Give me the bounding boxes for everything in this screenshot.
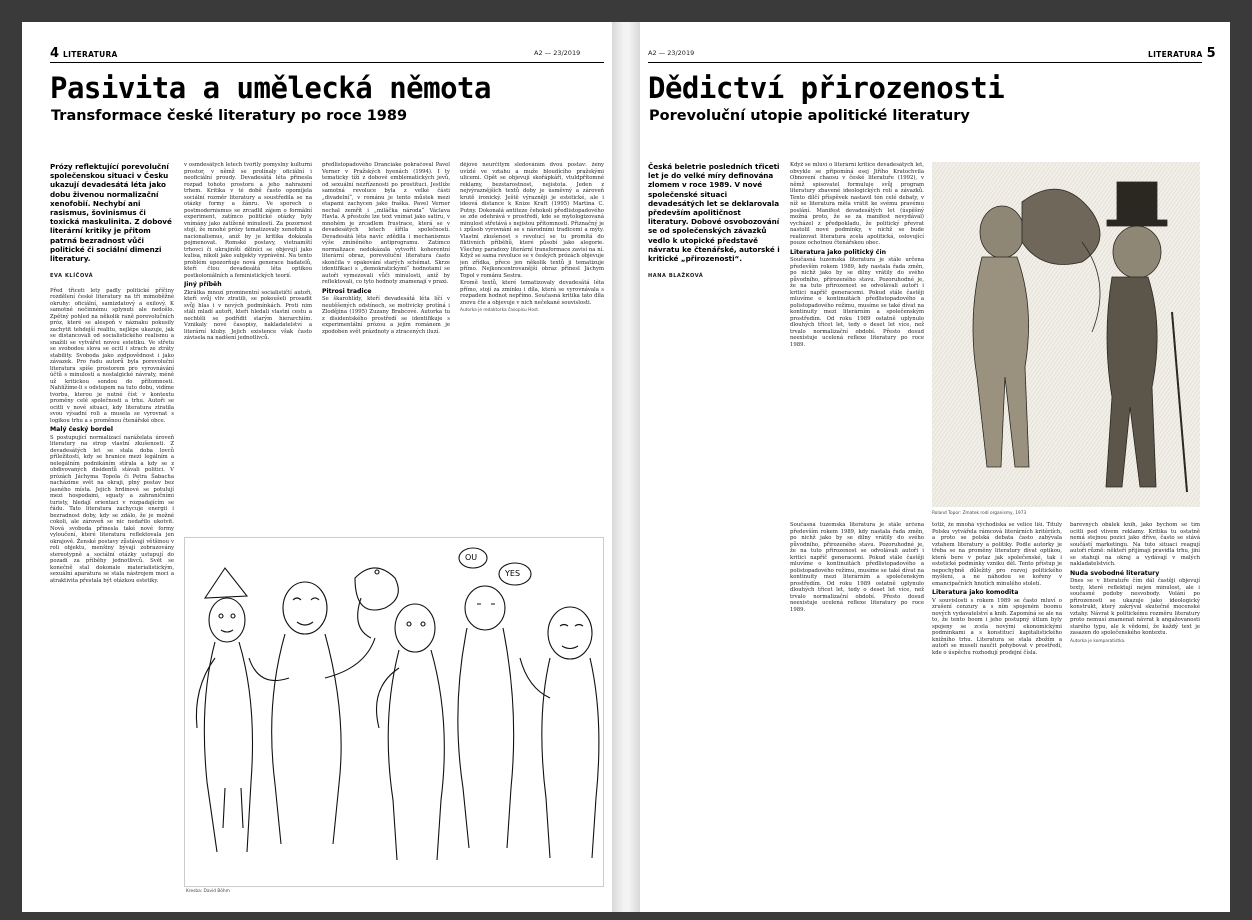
- illustration-caption: Roland Topor: Zmatek rodí organismy, 1973: [932, 511, 1027, 516]
- author-note: Autorka je komparatistka.: [1070, 638, 1126, 644]
- article-column-2-lower: [790, 522, 924, 892]
- lead-paragraph: Česká beletrie posledních třiceti let je do velké míry definována zlomem v roce 1989. V nové společenské situaci devadesátých let se deklarovala především apolitičnost literatury. Dobové osvobozování se od společenských závazků vedlo k utopické představě návratu ke čtenářské, autorské i kritické „přirozenosti“.: [648, 162, 780, 264]
- speech-bubble-text: OU: [465, 553, 478, 562]
- article-column-2: [790, 162, 924, 507]
- section-heading: Literatura jako politický čin: [790, 248, 887, 256]
- body-text: V souvislosti s rokem 1989 se často mluví o zrušení cenzury a s ním spojeném boomu nových vydavatelství a knih. Zapomíná se ale na to, že tento boom i jeho postupný útlum byly spojeny se zcela novými ekonomickými podmínkami a s konstitucí kapitalistického knižního trhu. Literatura se stala zbožím a autoři se museli naučit pohybovat v prostředí, kde o úspěchu rozhodují prodejní čísla.: [932, 597, 1062, 656]
- article-column-4: [1070, 522, 1200, 892]
- author-byline: HANA BLAŽKOVÁ: [648, 273, 704, 280]
- issue-label: A2 — 23/2019: [534, 49, 581, 57]
- section-heading: Malý český bordel: [50, 426, 113, 434]
- right-folio: [1148, 46, 1220, 61]
- article-column-3: [322, 162, 450, 527]
- body-text: Zkrátka mnozí prominentní socialističtí autoři, kteří svůj vliv ztratili, se pokoušeli prosadit svůj hlas i v nových podmínkách. Proti nim stáli mladí autoři, kteří hledali vlastní cestu a nechtěli se podřídit starým hierarchiím. Vznikaly nové časopisy, nakladatelství a literární kluby. Jejich existence však často závisela na nadšení jednotlivců.: [184, 289, 312, 341]
- body-text: předlistopadového Dranciáke pokračoval Pavel Verner v Pražských hyenách (1994). I ty tematicky tíží z dobové emblematických jevů, od sexuální nezřízenosti po prostituci. Jestliže samotná revoluce byla z velké části „divadelní“, v románu je tento můstek mezi etapami zachycen jako fraška. Pavel Verner nechal zemřít i „miláčka národa“ Václava Havla. A přestože lze text vnímat jako satiru, v mnohém je zrcadlem frustrace, která se v devadesátých letech šířila společností. Devadesátá léta navíc zdědila i mechanismus výše zmíněného antiprogramu. Zatímco normalizace nedokázala vytvořit koherentní literární obraz, porevoluční literatura často skončila v opakování starých schémat. Skrze identifikaci s „demokratickými“ hodnotami se autoři vymezovali vůči minulosti, aniž by reflektovali, co tyto hodnoty znamenají v praxi.: [322, 162, 450, 285]
- subheadline: Porevoluční utopie apolitické literatury: [649, 108, 970, 124]
- page-number: 5: [1206, 46, 1216, 61]
- body-text: v osmdesátých letech tvořily pomyslný kulturní prostor, v němž se prolínaly oficiální i neoficiální proudy. Devadesátá léta přinesla rozpad tohoto prostoru a jeho nahrazení trhem. Kritika v té době často opomíjela sociální rozměr literatury a soustředila se na otázky formy a žánru. Ve sporech o postmodernismus se zrcadlil zájem o formální experiment, zatímco politické otázky byly vnímány jako zatížené minulostí. Za pozornost stojí, že mnohé prózy tematizovaly xenofobii a nacionalismus, aniž by je kritika dokázala pojmenovat. Romské postavy, vietnamští trhovci či ukrajinští dělníci se objevují jako kulisa, nikoli jako subjekty vyprávění. Na tento problém upozorňuje nová generace badatelů, kteří čtou devadesátá léta optikou postkoloniálních a feministických teorií.: [184, 162, 312, 279]
- body-text: barevných obálek knih, jako bychom se tím ocitli pod vlivem reklamy. Kritika tu ostatně nemá stejnou pozici jako dříve, často se stává součástí marketingu. Na tuto situaci reagují autoři různě: někteří přijímají pravidla trhu, jiní se stahují na okraj a vydávají v malých nakladatelstvích.: [1070, 522, 1200, 567]
- headline: Pasivita a umělecká němota: [50, 71, 491, 105]
- section-heading: Pitrosi tradice: [322, 287, 372, 295]
- subheadline: Transformace české literatury po roce 1989: [51, 108, 408, 124]
- line-drawing-figures: [185, 538, 604, 887]
- body-text: Před třiceti lety padly politické příčiny rozdělení české literatury na tři mimoběžné okruhy: oficiální, samizdatový a exilový. K samotné nečinnému splynutí ale nedošlo. Zpětný pohled na několik raně porevolučních próz, které se alespoň v náznaku pokusily zachytit tehdejší realitu, nejlépe ukazuje, jak se distancovali od socialistického realismu a snažili se vytvářet novou estetiku. Ve střetu se svobodou slova se ocitl i strach ze ztráty stability. Svoboda jako zodpovědnost i jako závazek. Pro řadu autorů byla porevoluční literatura spíše prostorem pro vyrovnávání účtů s minulostí a nostalgické návraty, méně už kritickou sondou do přítomnosti. Nahlížíme-li s odstupem na tuto dobu, vidíme tvorbu, kterou je nutné číst v kontextu proměny celé společnosti a trhu. Autoři se ocitli v nové situaci, kdy literatura ztratila svou výsadní roli a musela se vyrovnat s logikou trhu a s proměnou čtenářské obce.: [50, 287, 174, 424]
- body-text: Současná tuzemská literatura je stále určena především rokem 1989, kdy nastala řada změn, po nichž jako by se dílny vrátily do svého původního, přirozeného stavu. Pozoruhodné je, že na tuto přirozenost se odvolávali autoři i kritici napříč generacemi. Pokud stále častěji mluvíme o kontinuitách předlistopadového a polistopadového režimu, musíme se také dívat na kontinuity mezi literárním a společenským prostředím. Od roku 1989 ostatně uplynulo dlouhých třicet let, tedy o deset let více, než trvalo normalizační období. Přesto dosud neexistuje ucelená reflexe literatury po roce 1989.: [790, 257, 924, 348]
- header-rule: [648, 62, 1202, 63]
- body-text: totiž, že mnohá východiska se velice liší. Tituly Polsku vytvářela rámcová literárních kritériích, a proto se polská debata často zabývala vztahem literatury a politiky. Podle autorky je třeba se na proměny literatury dívat optikou, která bere v potaz jak společenské, tak i estetické podmínky vzniku děl. Tento přístup je nepochybně důležitý pro rozvoj politického myšlení, a ne náhodou se kořeny v emancipačních hnutích minulého století.: [932, 522, 1062, 587]
- lead-paragraph: Prózy reflektující porevoluční společenskou situaci v Česku ukazují devadesátá léta jako dobu živenou normalizační xenofobií. Nechybí ani rasismus, šovinismus či toxická maskulinita. Z dobové literární kritiky je přitom patrná bezradnost vůči politické či sociální dimenzi literatury.: [50, 162, 172, 264]
- illustration-drawing: [184, 537, 604, 887]
- section-heading: Jiný příběh: [184, 281, 222, 288]
- section-heading: Literatura jako komodita: [932, 589, 1019, 596]
- illustration-credit: Kresba: David Böhm: [186, 889, 230, 894]
- article-column-4: [460, 162, 604, 527]
- page-number: 4: [50, 46, 60, 61]
- left-page: [22, 22, 612, 912]
- body-text: Dnes se v literatuře čím dál častěji objevují texty, které reflektují nejen minulost, ale i současné podoby nesvobody. Volání po přirozenosti se ukazuje jako ideologický konstrukt, který zakrýval skutečné mocenské vztahy. Návrat k politickému rozměru literatury proto nemusí znamenat návrat k angažovanosti starého typu, ale k vědomí, že každý text je zasazen do společenského kontextu.: [1070, 578, 1200, 636]
- body-text: Kromě textů, které tematizovaly devadesátá léta přímo, stojí za zmínku i díla, která se vyrovnávala s rozpadem hodnot nepřímo. Současná kritika tato díla znovu čte a objevuje v nich nečekané souvislosti.: [460, 280, 604, 306]
- body-text: Současná tuzemská literatura je stále určena především rokem 1989, kdy nastala řada změn, po nichž jako by se dílny vrátily do svého původního, přirozeného stavu. Pozoruhodné je, že na tuto přirozenost se odvolávali autoři i kritici napříč generacemi. Pokud stále častěji mluvíme o kontinuitách předlistopadového a polistopadového režimu, musíme se také dívat na kontinuity mezi literárním a společenským prostředím. Od roku 1989 ostatně uplynulo dlouhých třicet let, tedy o deset let více, než trvalo normalizační období. Přesto dosud neexistuje ucelená reflexe literatury po roce 1989.: [790, 522, 924, 613]
- page-gutter: [612, 22, 640, 912]
- body-text: S postupující normalizací naráželata úroveň literatury na strop vlastní zkušenosti. Z devadesátých let se stala doba lovců příležitostí, kdy se hranice mezi legálním a nelegálním podnikáním stírala a kdy se z obdivovaných disidentů stávali politici. V prózách Jáchyma Topola či Petra Šabacha nacházíme svět na okraji, plný postav bez jasného místa. Jejich hrdinové se potulují mezi hospodami, squaty a zahraničními turisty, hledají orientaci v rozpadajícím se řádu. Tato literatura zachycuje energii i bezradnost doby, kdy se zdálo, že je možné cokoli, ale zároveň se nic nedařilo ukotvit. Nová svoboda přinesla také nové formy vyloučení, které literatura reflektovala jen okrajově. Ženské postavy zůstávají většinou v roli objektu, menšiny bývají zobrazovány stereotypně a sociální otázky ustupují do pozadí za příběhy jednotlivců. Svět se konečně stal dokonale materialistickým, sexuální aparatura se stala nástrojem moci a atraktivita přestala být otázkou estetiky.: [50, 434, 174, 584]
- section-label: LITERATURA: [1148, 50, 1203, 59]
- article-column-1: [648, 162, 782, 362]
- section-heading: Nuda svobodné literatury: [1070, 569, 1160, 577]
- author-byline: EVA KLÍČOVÁ: [50, 273, 94, 280]
- headline: Dědictví přirozenosti: [648, 71, 1005, 105]
- body-text: dějové neurčitým sledováním dvou postav: ženy uvízlé ve vztahu a muže bloudícího pražskými ulicemi. Opět se objevují skořápkáři, vtuldpřítomné reklamy, bezstarostnost, nejistota. Jeden z nejvýraznějších textů doby je úsměvný a zároveň krutě ironický. Ještě výrazněji je estetické, ale i ideová distance k Knize Kraft (1995) Martina C. Putny. Dokonalá antiteze čehokoli předlistopadového se zde odehrává v prostředí, kde se mytologizovaná minulost střetává s nejistou přítomností. Přiznačný je i způsob vyrovnání se s národními tradicemi a mýty. Vlastní zkušenost s revolucí se tu promítá do fiktivních příběhů, které působí jako alegorie. Všechny paradoxy literární transformace zavisí na ní. Když se sama revoluce se v českých prózách objevuje jen zřídka, přece jen několik textů ji tematizuje přímo. Nejkoncentrovanější obraz přinesl Jáchym Topol v románu Sestra.: [460, 162, 604, 279]
- speech-bubble-text: YES: [505, 569, 521, 578]
- body-text: Když se mluví o literární kritice devadesátých let, obvykle se připomíná esej Jiřího Kratochvila Obnovení chaosu v české literatuře (1992), v němž spisovatel formuluje svůj program literatury zbavené ideologických rolí a závazků. Tento dílčí příspěvek nastavil tón celé debaty, v níž se literatura měla vrátit ke svému pravému poslání. Manifest devadesátých let (úspěšný možná proto, že se za manifest nevydával) vycházel z předpokladu, že politický převrat nastolil nové podmínky, v nichž se bude realizovat literatura zcela apolitická, oslovující pouze ochotnou čtenářskou obec.: [790, 162, 924, 246]
- section-label: LITERATURA: [63, 50, 118, 59]
- article-column-2: [184, 162, 312, 527]
- body-text: Se škarohlídy, kteří devadesátá léta líčí v neutěšených odstínech, se motivicky protíná i Zlodějina (1995) Zuzany Brabcové. Autorka tu z disidentského prostředí se identifikuje s experimentální prózou a jejím románem je zpodoben svět prázdnoty a ztracených iluzí.: [322, 296, 450, 335]
- article-column-3: [932, 522, 1062, 892]
- right-page: [640, 22, 1230, 912]
- illustration-etching: [932, 162, 1200, 507]
- issue-label: A2 — 23/2019: [648, 49, 695, 57]
- author-note: Autorka je redaktorka časopisu Host.: [460, 308, 540, 313]
- etching-figures: [932, 162, 1200, 507]
- article-column-1: [50, 162, 174, 897]
- left-folio: [50, 46, 118, 61]
- header-rule: [50, 62, 604, 63]
